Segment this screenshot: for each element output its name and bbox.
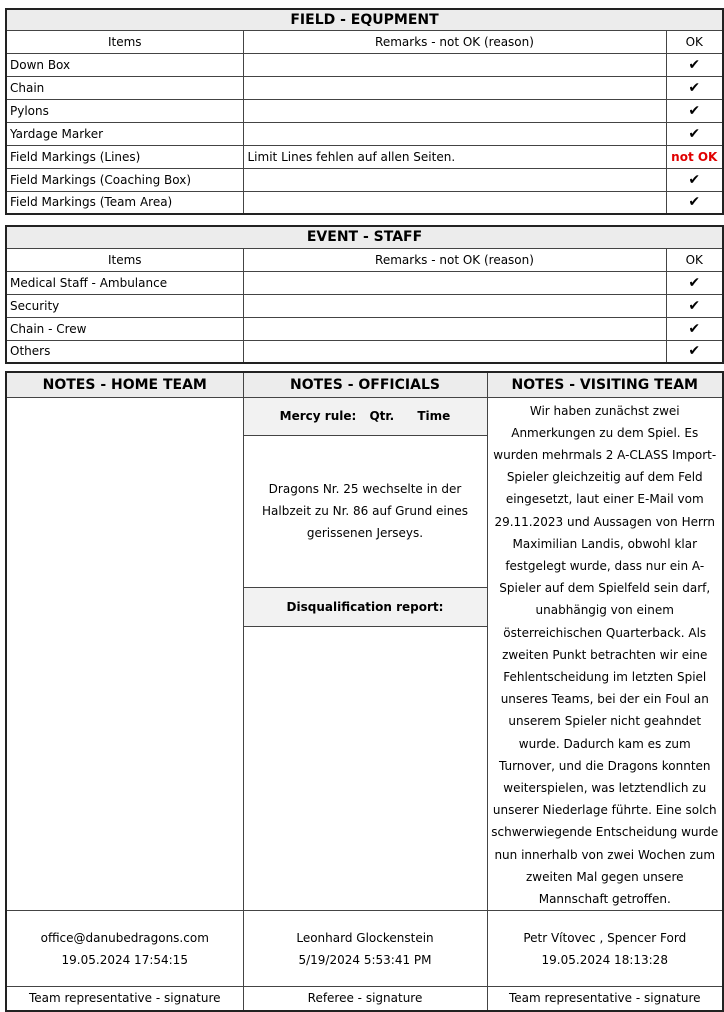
event-staff-table [5,225,724,364]
checkmark-icon: ✔ [666,191,723,214]
field-remark [243,122,666,145]
checkmark-icon: ✔ [666,99,723,122]
checkmark-icon: ✔ [666,317,723,340]
home-signer: office@danubedragons.com [40,930,209,945]
visiting-timestamp: 19.05.2024 18:13:28 [541,952,668,967]
items-header: Items [6,248,243,271]
officials-notes-area [243,397,487,911]
field-item: Field Markings (Coaching Box) [6,168,243,191]
home-timestamp: 19.05.2024 17:54:15 [61,952,188,967]
checkmark-icon: ✔ [666,168,723,191]
items-header: Items [6,30,243,53]
referee-signer: Leonhard Glockenstein [296,930,434,945]
home-signature-label: Team representative - signature [6,987,243,1011]
visiting-signer: Petr Vítovec , Spencer Ford [523,930,687,945]
disqualification-area [244,627,487,837]
staff-item: Medical Staff - Ambulance [6,271,243,294]
referee-signature-label: Referee - signature [243,987,487,1011]
referee-timestamp: 5/19/2024 5:53:41 PM [298,952,432,967]
notes-table [5,371,724,1012]
field-item: Field Markings (Team Area) [6,191,243,214]
time-label: Time [417,408,451,423]
notes-officials-title: NOTES - OFFICIALS [243,372,487,397]
checkmark-icon: ✔ [666,271,723,294]
not-ok-status: not OK [666,145,723,168]
home-notes-area [6,397,243,911]
remarks-header: Remarks - not OK (reason) [243,30,666,53]
notes-visiting-title: NOTES - VISITING TEAM [487,372,723,397]
field-remark [243,191,666,214]
checkmark-icon: ✔ [666,294,723,317]
visiting-signature-label: Team representative - signature [487,987,723,1011]
field-equipment-table [5,8,724,215]
checkmark-icon: ✔ [666,122,723,145]
field-item: Down Box [6,53,243,76]
field-remark [243,168,666,191]
referee-signature [243,911,487,987]
staff-item: Others [6,340,243,363]
field-remark: Limit Lines fehlen auf allen Seiten. [243,145,666,168]
mercy-rule-row [244,398,487,436]
visiting-note: Wir haben zunächst zwei Anmerkungen zu dem Spiel. Es wurden mehrmals 2 A-CLASS Import-Spieler gleichzeitig auf dem Feld eingesetzt, laut einer E-Mail vom 29.11.2023 und Aussagen von Herrn Maximilian Landis, obwohl klar festgelegt wurde, dass nur ein A-Spieler auf dem Spielfeld sein darf, unabhängig von einem österreichischen Quarterback. Als zweiten Punkt betrachten wir eine Fehlentscheidung im letzten Spiel unseres Teams, bei der ein Foul an unserem Spieler nicht geahndet wurde. Dadurch kam es zum Turnover, und die Dragons konnten weiterspielen, was letztendlich zu unserer Niederlage führte. Eine solch schwerwiegende Entscheidung wurde nun innerhalb von zwei Wochen zum zweiten Mal gegen unsere Mannschaft getroffen. [487,397,723,911]
field-item: Field Markings (Lines) [6,145,243,168]
staff-remark [243,317,666,340]
mercy-rule-label: Mercy rule: [279,408,357,423]
qtr-label: Qtr. [369,408,395,423]
field-item: Chain [6,76,243,99]
home-signature [6,911,243,987]
field-remark [243,53,666,76]
checkmark-icon: ✔ [666,53,723,76]
field-item: Yardage Marker [6,122,243,145]
staff-item: Security [6,294,243,317]
field-equipment-title: FIELD - EQUPMENT [6,9,723,30]
staff-remark [243,294,666,317]
field-remark [243,99,666,122]
remarks-header: Remarks - not OK (reason) [243,248,666,271]
ok-header: OK [666,30,723,53]
disqualification-label: Disqualification report: [244,588,487,627]
visiting-signature [487,911,723,987]
field-item: Pylons [6,99,243,122]
notes-home-title: NOTES - HOME TEAM [6,372,243,397]
checkmark-icon: ✔ [666,76,723,99]
event-staff-title: EVENT - STAFF [6,226,723,248]
staff-remark [243,340,666,363]
staff-item: Chain - Crew [6,317,243,340]
ok-header: OK [666,248,723,271]
field-remark [243,76,666,99]
officials-note: Dragons Nr. 25 wechselte in der Halbzeit zu Nr. 86 auf Grund eines gerissenen Jerseys. [244,436,487,588]
staff-remark [243,271,666,294]
checkmark-icon: ✔ [666,340,723,363]
